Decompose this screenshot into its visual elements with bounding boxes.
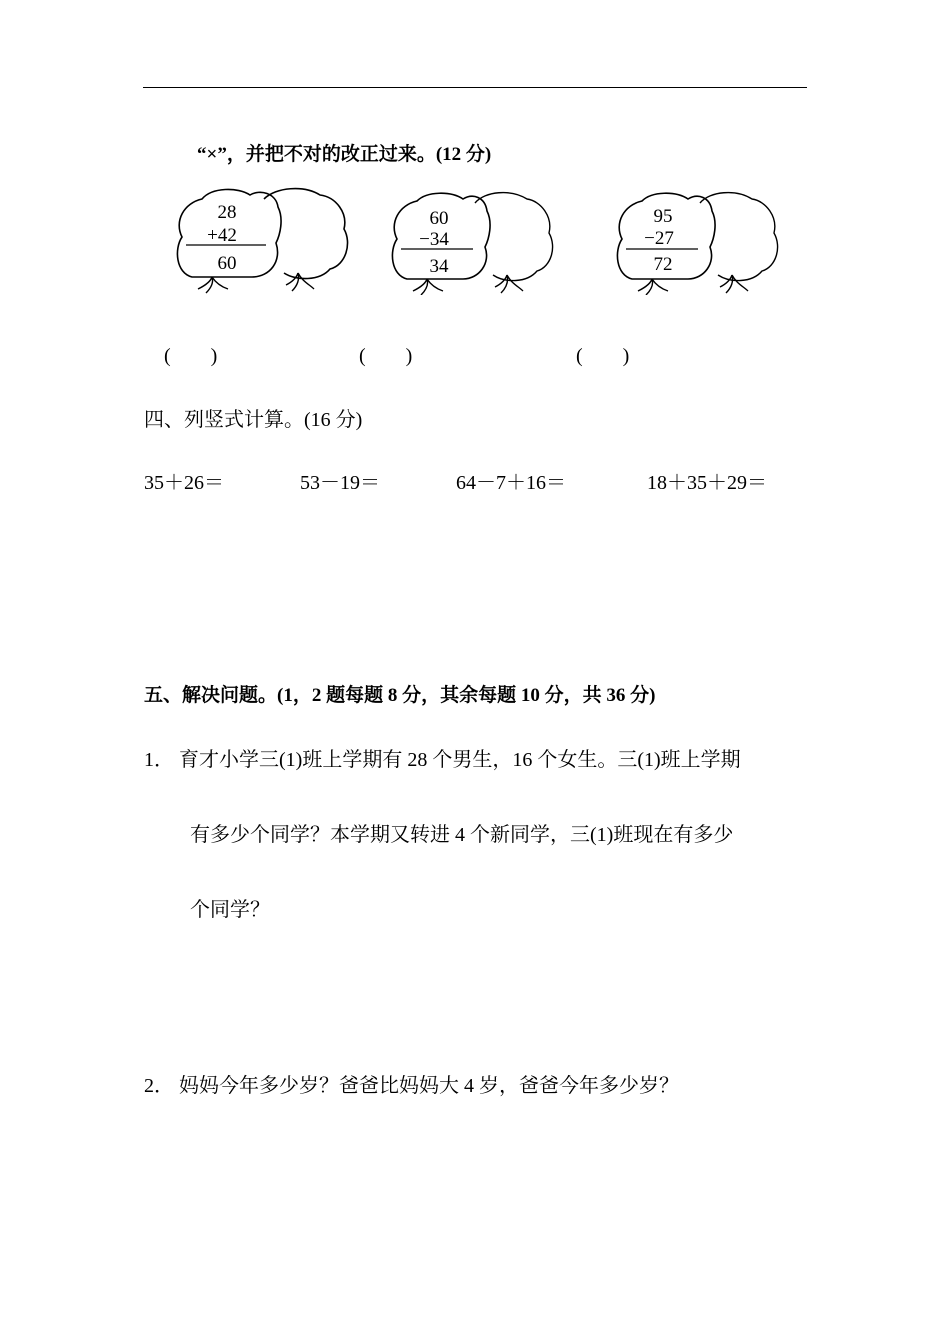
part5-heading: 五、解决问题。(1，2 题每题 8 分，其余每题 10 分，共 36 分) [144, 685, 656, 706]
tree2-result: 34 [429, 256, 449, 277]
tree2-op: −34 [419, 229, 449, 250]
q1-number: 1． [144, 749, 174, 771]
q2-number: 2． [144, 1075, 174, 1097]
part3-instruction: “×”，并把不对的改正过来。(12 分) [197, 144, 492, 165]
calc-problem-4: 18＋35＋29＝ [647, 472, 767, 494]
calc-problem-2: 53－19＝ [300, 472, 380, 494]
tree-card-1 [172, 185, 352, 295]
calc-problem-1: 35＋26＝ [144, 472, 224, 494]
tree1-op: +42 [207, 225, 237, 246]
tree-icon [387, 189, 557, 295]
q1-line3: 个同学？ [190, 899, 270, 921]
tree3-top: 95 [653, 206, 673, 227]
q2-text: 妈妈今年多少岁？爸爸比妈妈大 4 岁，爸爸今年多少岁？ [179, 1075, 679, 1097]
header-rule [143, 87, 807, 88]
answer-paren-2[interactable]: ( ) [359, 345, 413, 367]
tree1-top: 28 [217, 202, 237, 223]
answer-paren-1[interactable]: ( ) [164, 345, 218, 367]
q1-line1: 育才小学三(1)班上学期有 28 个男生，16 个女生。三(1)班上学期 [179, 749, 741, 771]
calc-problem-3: 64－7＋16＝ [456, 472, 566, 494]
tree3-result: 72 [653, 254, 673, 275]
q1-line2: 有多少个同学？本学期又转进 4 个新同学，三(1)班现在有多少 [190, 824, 734, 846]
tree1-result: 60 [217, 253, 237, 274]
part4-heading: 四、列竖式计算。(16 分) [144, 409, 363, 431]
tree-icon [612, 189, 782, 295]
tree3-op: −27 [644, 228, 674, 249]
answer-paren-3[interactable]: ( ) [576, 345, 630, 367]
tree-card-3 [612, 189, 782, 295]
tree2-top: 60 [429, 208, 449, 229]
tree-icon [172, 185, 352, 295]
tree-card-2 [387, 189, 557, 295]
